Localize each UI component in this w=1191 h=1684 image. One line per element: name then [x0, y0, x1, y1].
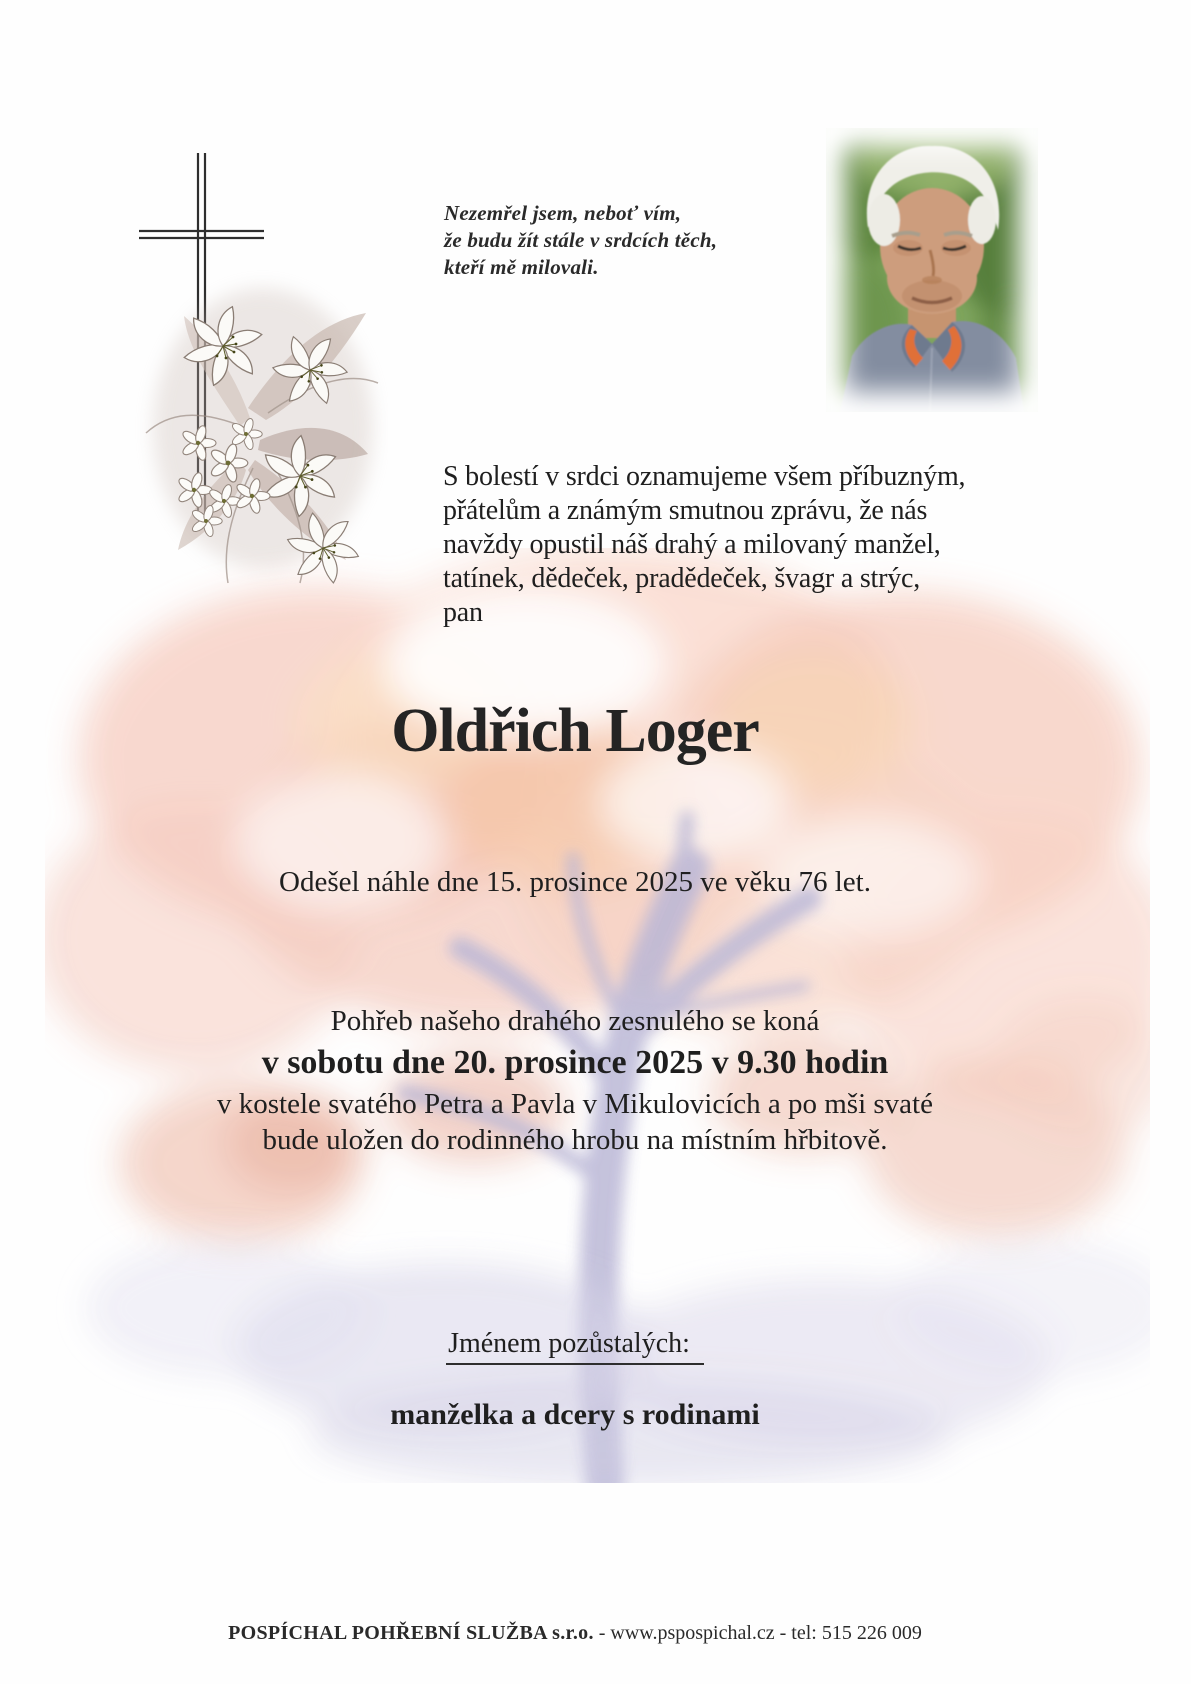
- funeral-home-name: POSPÍCHAL POHŘEBNÍ SLUŽBA s.r.o.: [228, 1622, 594, 1644]
- announcement-line: přátelům a známým smutnou zprávu, že nás: [443, 495, 928, 526]
- announcement-line: navždy opustil náš drahý a milovaný manžel,: [443, 529, 941, 560]
- death-date-line: Odešel náhle dne 15. prosince 2025 ve věku 76 let.: [279, 866, 871, 898]
- deceased-portrait-photo: [826, 128, 1038, 412]
- funeral-details: [0, 1002, 1150, 1158]
- funeral-home-phone: 515 226 009: [821, 1622, 922, 1644]
- funeral-intro-line: Pohřeb našeho drahého zesnulého se koná: [330, 1005, 820, 1037]
- funeral-place-line: v kostele svatého Petra a Pavla v Mikulovicích a po mši svaté: [217, 1088, 933, 1120]
- verse-line: Nezemřel jsem, neboť vím,: [444, 201, 682, 225]
- verse-line: kteří mě milovali.: [444, 255, 599, 279]
- lily-bouquet-illustration: [128, 258, 388, 588]
- on-behalf-heading: Jménem pozůstalých:: [446, 1328, 704, 1365]
- funeral-home-website: www.pspospichal.cz: [610, 1622, 775, 1644]
- funeral-datetime-line: v sobotu dne 20. prosince 2025 v 9.30 hodin: [261, 1044, 889, 1081]
- memorial-verse: [444, 200, 717, 281]
- mourners-line: manželka a dcery s rodinami: [390, 1398, 760, 1431]
- on-behalf-section: [0, 1328, 1150, 1365]
- verse-line: že budu žít stále v srdcích těch,: [444, 228, 718, 252]
- announcement-line: tatínek, dědeček, pradědeček, švagr a strýc,: [443, 563, 921, 594]
- footer-separator: -: [593, 1622, 611, 1644]
- announcement-text: [443, 460, 965, 630]
- footer-tel-label: - tel:: [774, 1622, 822, 1644]
- announcement-line: pan: [443, 597, 483, 628]
- announcement-line: S bolestí v srdci oznamujeme všem příbuzným,: [443, 461, 966, 492]
- deceased-name: Oldřich Loger: [391, 697, 759, 765]
- funeral-home-footer: [0, 1622, 1150, 1645]
- funeral-burial-line: bude uložen do rodinného hrobu na místním hřbitově.: [262, 1124, 888, 1156]
